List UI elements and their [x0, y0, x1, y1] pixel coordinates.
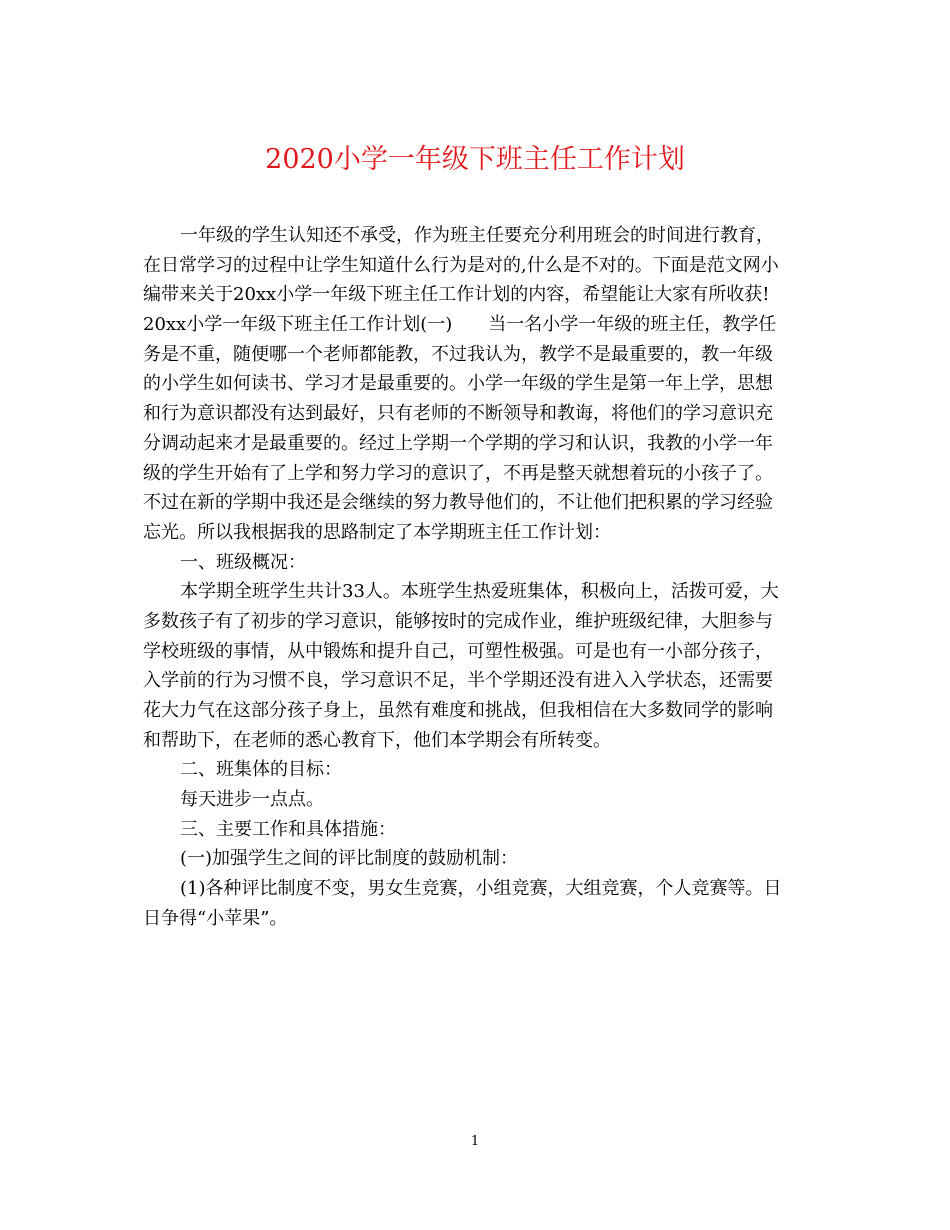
- section-heading: 三、主要工作和具体措施：: [180, 818, 396, 840]
- body-line: 编带来关于20xx小学一年级下班主任工作计划的内容，希望能让大家有所收获!: [143, 284, 770, 306]
- body-line: 本学期全班学生共计33人。本班学生热爱班集体，积极向上，活拨可爱，大: [180, 581, 779, 603]
- document-body: [143, 221, 811, 934]
- section-heading: 二、班集体的目标：: [180, 759, 342, 781]
- body-line: 分调动起来才是最重要的。经过上学期一个学期的学习和认识，我教的小学一年: [143, 432, 773, 454]
- body-line: 务是不重，随便哪一个老师都能教，不过我认为，教学不是最重要的，教一年级: [143, 343, 773, 365]
- body-line: 级的学生开始有了上学和努力学习的意识了，不再是整天就想着玩的小孩子了。: [143, 462, 773, 484]
- body-line: 不过在新的学期中我还是会继续的努力教导他们的，不让他们把积累的学习经验: [143, 492, 773, 514]
- body-line: 入学前的行为习惯不良，学习意识不足，半个学期还没有进入入学状态，还需要: [143, 670, 773, 692]
- body-line: (1)各种评比制度不变，男女生竞赛，小组竞赛，大组竞赛，个人竞赛等。日: [180, 878, 782, 900]
- page-number: 1: [470, 1134, 480, 1149]
- body-line: 在日常学习的过程中让学生知道什么行为是对的,什么是不对的。下面是范文网小: [143, 254, 779, 276]
- body-line: 多数孩子有了初步的学习意识，能够按时的完成作业，维护班级纪律，大胆参与: [143, 610, 773, 632]
- subsection-heading: (一)加强学生之间的评比制度的鼓励机制：: [180, 848, 519, 870]
- body-line: 日争得“小苹果”。: [143, 907, 288, 929]
- section-heading: 一、班级概况：: [180, 551, 306, 573]
- body-line: 花大力气在这部分孩子身上，虽然有难度和挑战，但我相信在大多数同学的影响: [143, 700, 773, 721]
- body-line: 20xx小学一年级下班主任工作计划(一) 当一名小学一年级的班主任，教学任: [143, 314, 777, 336]
- body-line: 和帮助下，在老师的悉心教育下，他们本学期会有所转变。: [143, 729, 611, 751]
- body-line: 的小学生如何读书、学习才是最重要的。小学一年级的学生是第一年上学，思想: [143, 373, 773, 395]
- body-line: 和行为意识都没有达到最好，只有老师的不断领导和教诲，将他们的学习意识充: [143, 403, 773, 425]
- body-line: 学校班级的事情，从中锻炼和提升自己，可塑性极强。可是也有一小部分孩子，: [143, 640, 773, 662]
- body-line: 一年级的学生认知还不承受，作为班主任要充分利用班会的时间进行教育，: [180, 225, 774, 246]
- document-title: 2020小学一年级下班主任工作计划: [265, 144, 685, 175]
- body-line: 每天进步一点点。: [180, 789, 324, 811]
- body-line: 忘光。所以我根据我的思路制定了本学期班主任工作计划：: [143, 521, 611, 543]
